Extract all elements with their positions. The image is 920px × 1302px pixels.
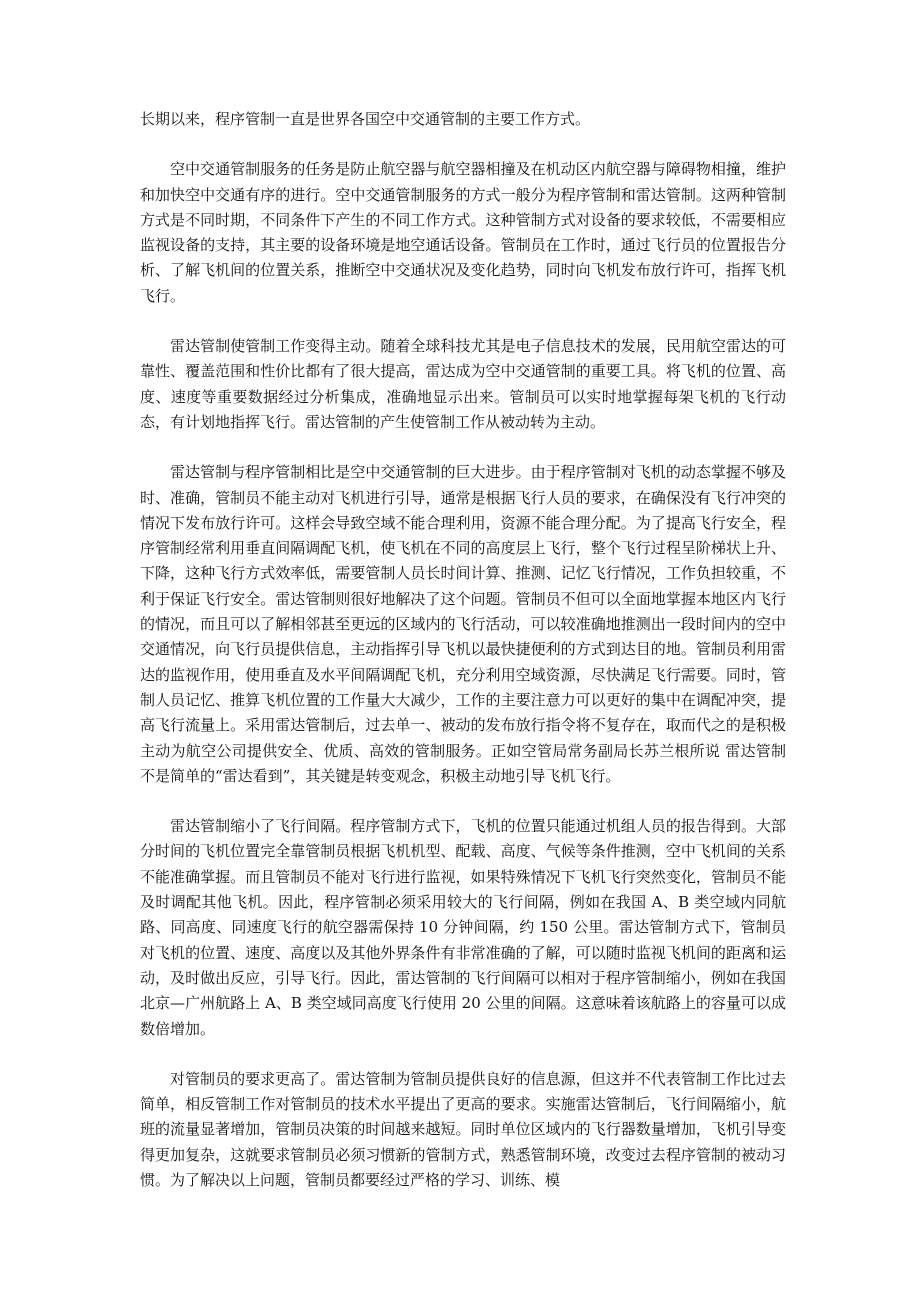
paragraph-intro: 长期以来，程序管制一直是世界各国空中交通管制的主要工作方式。 <box>140 110 591 128</box>
paragraph-separation: 雷达管制缩小了飞行间隔。程序管制方式下，飞机的位置只能通过机组人员的报告得到。大部分时间的飞机位置完全靠管制员根据飞机机型、配载、高度、气候等条件推测，空中飞机间的关系不能准确掌握。而且管制员不能对飞行进行监视，如果特殊情况下飞机飞行突然变化，管制员不能及时调配其他飞机。因此，程序管制必须采用较大的飞行间隔，例如在我国 A、B 类空域内同航路、同高度、同速度飞行的航空器需保持 10 分钟间隔，约 150 公里。雷达管制方式下，管制员对飞机的位置、速度、高度以及其他外界条件有非常准确的了解，可以随时监视飞机间的距离和运动，及时做出反应，引导飞行。因此，雷达管制的飞行间隔可以相对于程序管制缩小，例如在我国北京—广州航路上 A、B 类空域同高度飞行使用 20 公里的间隔。这意味着该航路上的容量可以成数倍增加。 <box>140 817 786 1038</box>
paragraph-atc-service: 空中交通管制服务的任务是防止航空器与航空器相撞及在机动区内航空器与障碍物相撞，维护和加快空中交通有序的进行。空中交通管制服务的方式一般分为程序管制和雷达管制。这两种管制方式是不同时期，不同条件下产生的不同工作方式。这种管制方式对设备的要求较低，不需要相应监视设备的支持，其主要的设备环境是地空通话设备。管制员在工作时，通过飞行员的位置报告分析、了解飞机间的位置关系，推断空中交通状况及变化趋势，同时向飞机发布放行许可，指挥飞机飞行。 <box>140 160 786 305</box>
paragraph-radar-active: 雷达管制使管制工作变得主动。随着全球科技尤其是电子信息技术的发展，民用航空雷达的可靠性、覆盖范围和性价比都有了很大提高，雷达成为空中交通管制的重要工具。将飞机的位置、高度、速度等重要数据经过分析集成，准确地显示出来。管制员可以实时地掌握每架飞机的飞行动态，有计划地指挥飞行。雷达管制的产生使管制工作从被动转为主动。 <box>140 337 786 431</box>
document-body <box>140 107 786 1218</box>
paragraph-radar-progress: 雷达管制与程序管制相比是空中交通管制的巨大进步。由于程序管制对飞机的动态掌握不够及时、准确，管制员不能主动对飞机进行引导，通常是根据飞行人员的要求，在确保没有飞行冲突的情况下发布放行许可。这样会导致空域不能合理利用，资源不能合理分配。为了提高飞行安全，程序管制经常利用垂直间隔调配飞机，使飞机在不同的高度层上飞行，整个飞行过程呈阶梯状上升、下降，这种飞行方式效率低，需要管制人员长时间计算、推测、记忆飞行情况，工作负担较重，不利于保证飞行安全。雷达管制则很好地解决了这个问题。管制员不但可以全面地掌握本地区内飞行的情况，而且可以了解相邻甚至更远的区域内的飞行活动，可以较准确地推测出一段时间内的空中交通情况，向飞行员提供信息，主动指挥引导飞机以最快捷便利的方式到达目的地。管制员利用雷达的监视作用，使用垂直及水平间隔调配飞机，充分利用空域资源，尽快满足飞行需要。同时，管制人员记忆、推算飞机位置的工作量大大减少，工作的主要注意力可以更好的集中在调配冲突，提高飞行流量上。采用雷达管制后，过去单一、被动的发布放行指令将不复存在，取而代之的是积极主动为航空公司提供安全、优质、高效的管制服务。正如空管局常务副局长苏兰根所说 雷达管制不是简单的“雷达看到”，其关键是转变观念，积极主动地引导飞机飞行。 <box>140 463 786 785</box>
paragraph-controller-requirements: 对管制员的要求更高了。雷达管制为管制员提供良好的信息源，但这并不代表管制工作比过去简单，相反管制工作对管制员的技术水平提出了更高的要求。实施雷达管制后，飞行间隔缩小，航班的流量显著增加，管制员决策的时间越来越短。同时单位区域内的飞行器数量增加，飞机引导变得更加复杂，这就要求管制员必须习惯新的管制方式，熟悉管制环境，改变过去程序管制的被动习惯。为了解决以上问题，管制员都要经过严格的学习、训练、模 <box>140 1069 786 1189</box>
